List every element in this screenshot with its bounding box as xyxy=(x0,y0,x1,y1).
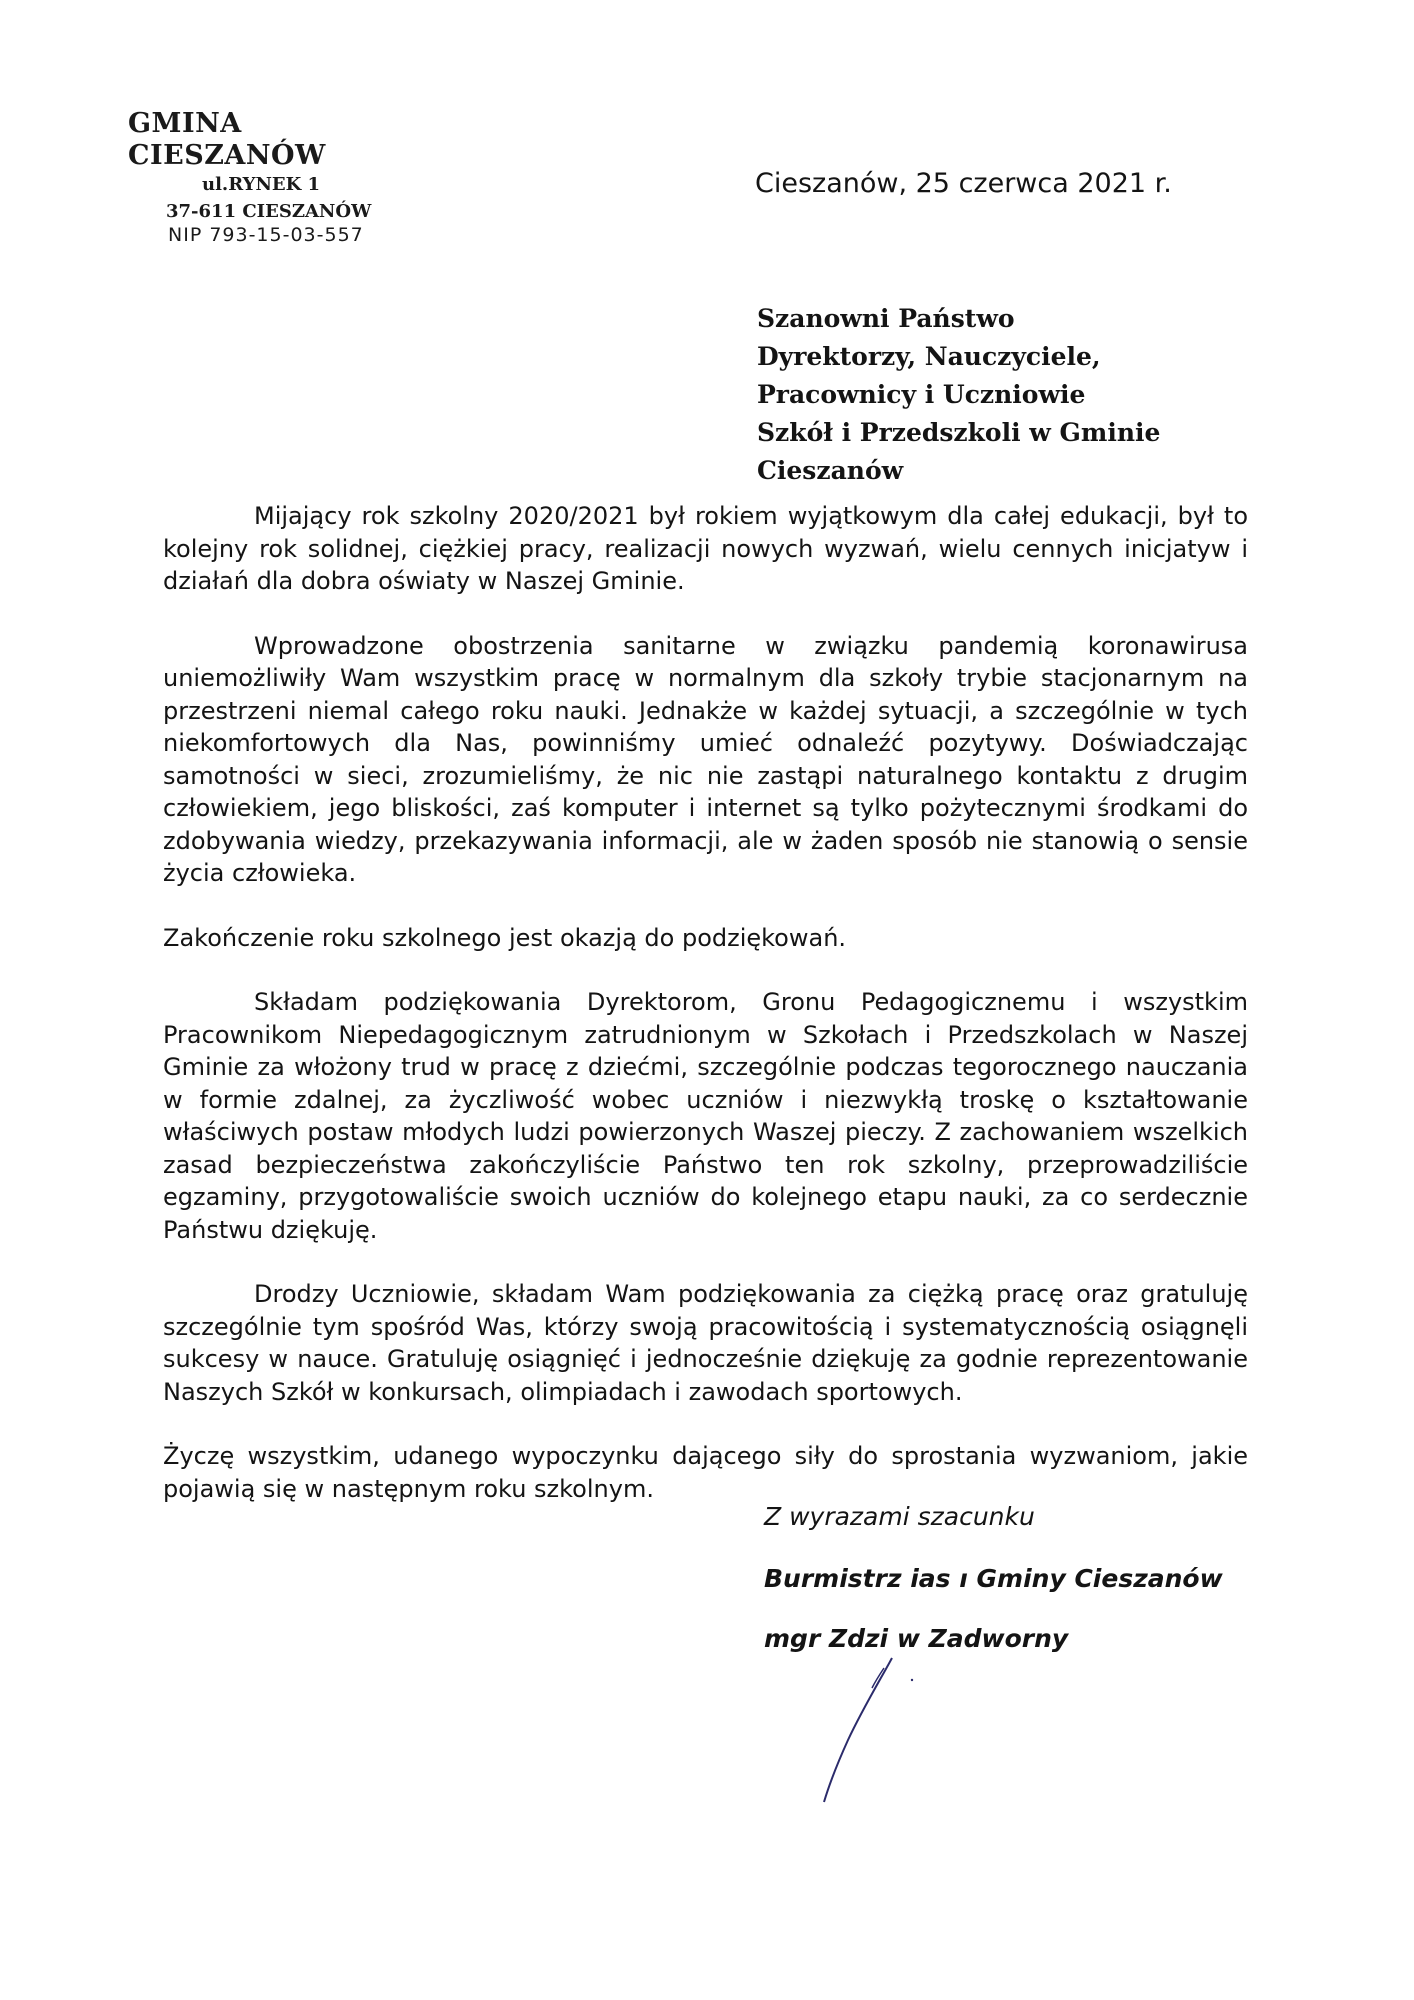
body-paragraph: Mijający rok szkolny 2020/2021 był rokiem wyjątkowym dla całej edukacji, był to kolejny rok solidnej, ciężkiej pracy, realizacji nowych wyzwań, wielu cennych inicjatyw i działań dla dobra oświaty w Naszej Gminie. xyxy=(163,502,1248,595)
nip-number: NIP 793-15-03-557 xyxy=(168,224,364,247)
body-paragraph: Zakończenie roku szkolnego jest okazją do podziękowań. xyxy=(163,923,847,952)
body-paragraph: Życzę wszystkim, udanego wypoczynku dającego siły do sprostania wyzwaniom, jakie pojawią się w następnym roku szkolnym. xyxy=(163,1442,1248,1503)
body-paragraph: Składam podziękowania Dyrektorom, Gronu Pedagogicznemu i wszystkim Pracownikom Niepedagogicznym zatrudnionym w Szkołach i Przedszkolach w Naszej Gminie za włożony trud w pracę z dziećmi, szczególnie podczas tegorocznego nauczania w formie zdalnej, za życzliwość wobec uczniów i niezwykłą troskę o kształtowanie właściwych postaw młodych ludzi powierzonych Waszej pieczy. Z zachowaniem wszelkich zasad bezpieczeństwa zakończyliście Państwo ten rok szkolny, przeprowadziliście egzaminy, przygotowaliście swoich uczniów do kolejnego etapu nauki, za co serdecznie Państwu dziękuję. xyxy=(163,988,1248,1244)
addressee-line: Szanowni Państwo xyxy=(757,304,1015,333)
closing-salutation: Z wyrazami szacunku xyxy=(764,1502,1035,1531)
body-paragraph: Wprowadzone obostrzenia sanitarne w związku pandemią koronawirusa uniemożliwiły Wam wszystkim pracę w normalnym dla szkoły trybie stacjonarnym na przestrzeni niemal całego roku nauki. Jednakże w każdej sytuacji, a szczególnie w tych niekomfortowych dla Nas, powinniśmy umieć odnaleźć pozytywy. Doświadczając samotności w sieci, zrozumieliśmy, że nic nie zastąpi naturalnego kontaktu z drugim człowiekiem, jego bliskości, zaś komputer i internet są tylko pożytecznymi środkami do zdobywania wiedzy, przekazywania informacji, ale w żaden sposób nie stanowią o sensie życia człowieka. xyxy=(163,631,1248,887)
postal-city: 37-611 CIESZANÓW xyxy=(166,200,372,222)
addressee-block xyxy=(757,300,1177,490)
addressee-line: Szkół i Przedszkoli w Gminie xyxy=(757,418,1161,447)
addressee-line: Pracownicy i Uczniowie xyxy=(757,380,1086,409)
organization-name: GMINA CIESZANÓW xyxy=(128,108,326,171)
addressee-line: Cieszanów xyxy=(757,456,904,485)
addressee-line: Dyrektorzy, Nauczyciele, xyxy=(757,342,1101,371)
body-paragraph: Drodzy Uczniowie, składam Wam podziękowania za ciężką pracę oraz gratuluję szczególnie tym spośród Was, którzy swoją pracowitością i systematycznością osiągnęli sukcesy w nauce. Gratuluję osiągnięć i jednocześnie dziękuję za godnie reprezentowanie Naszych Szkół w konkursach, olimpiadach i zawodach sportowych. xyxy=(163,1280,1248,1406)
handwritten-signature xyxy=(800,1640,920,1810)
signature-title: Burmistrz ias ı Gminy Cieszanów xyxy=(764,1564,1223,1593)
letter-date: Cieszanów, 25 czerwca 2021 r. xyxy=(755,168,1172,199)
letterhead-stamp xyxy=(128,108,428,247)
letter-body xyxy=(163,500,1248,1537)
signature-name: mgr Zdzi w Zadworny xyxy=(764,1624,1069,1653)
street-address: ul.RYNEK 1 xyxy=(202,173,321,195)
